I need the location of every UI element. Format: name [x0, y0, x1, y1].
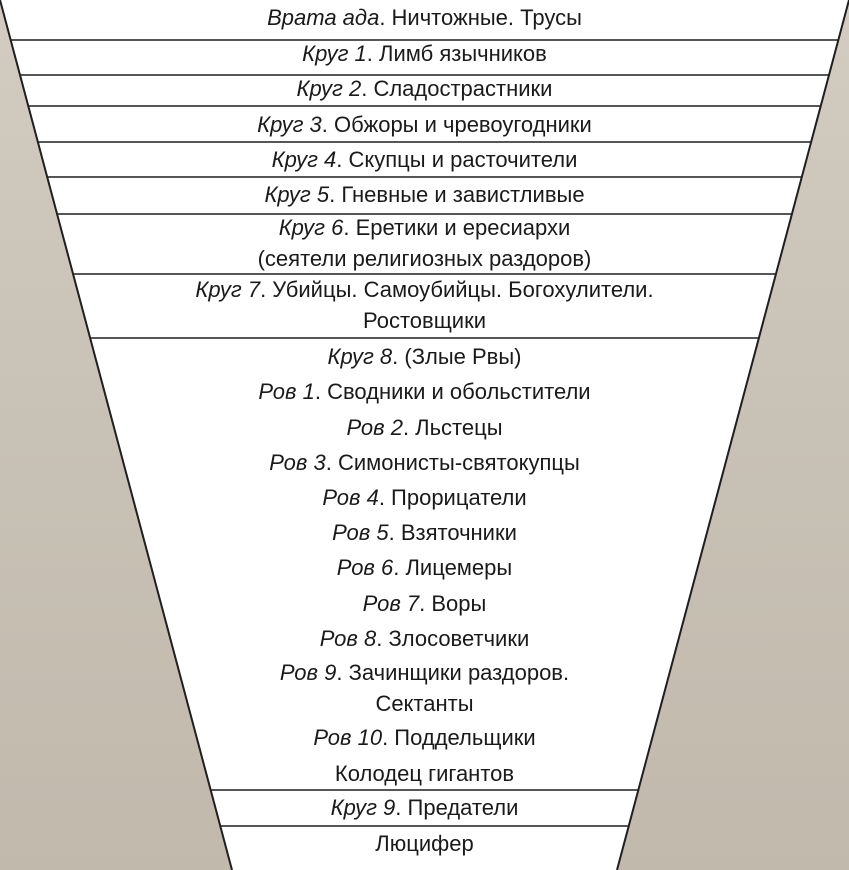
row-circle-7: Круг 7. Убийцы. Самоубийцы. Богохулители. Ростовщики [195, 277, 654, 333]
row-bolgia-9: Ров 9. Зачинщики раздоров. Сектанты [279, 660, 570, 716]
row-giants-well: Колодец гигантов [334, 761, 515, 786]
row-bolgia-3: Ров 3. Симонисты-святокупцы [269, 450, 580, 475]
row-lucifer: Люцифер [375, 831, 474, 856]
row-bolgia-8: Ров 8. Злосоветчики [319, 626, 530, 651]
row-circle-9: Круг 9. Предатели [330, 795, 519, 820]
row-bolgia-7: Ров 7. Воры [362, 591, 487, 616]
row-circle-2: Круг 2. Сладострастники [296, 76, 553, 101]
row-circle-1: Круг 1. Лимб язычников [302, 41, 547, 66]
row-bolgia-5: Ров 5. Взяточники [332, 520, 517, 545]
row-bolgia-1: Ров 1. Сводники и обольстители [258, 379, 591, 404]
row-bolgia-2: Ров 2. Льстецы [346, 415, 503, 440]
row-circle-4: Круг 4. Скупцы и расточители [271, 147, 578, 172]
row-gates-of-hell: Врата ада. Ничтожные. Трусы [267, 5, 582, 30]
row-bolgia-6: Ров 6. Лицемеры [336, 555, 513, 580]
row-circle-6: Круг 6. Еретики и ересиархи (сеятели религиозных раздоров) [257, 215, 592, 271]
row-circle-5: Круг 5. Гневные и завистливые [264, 182, 585, 207]
row-circle-3: Круг 3. Обжоры и чревоугодники [257, 112, 592, 137]
row-circle-8: Круг 8. (Злые Рвы) [327, 344, 522, 369]
row-bolgia-4: Ров 4. Прорицатели [322, 485, 527, 510]
row-bolgia-10: Ров 10. Поддельщики [313, 725, 536, 750]
